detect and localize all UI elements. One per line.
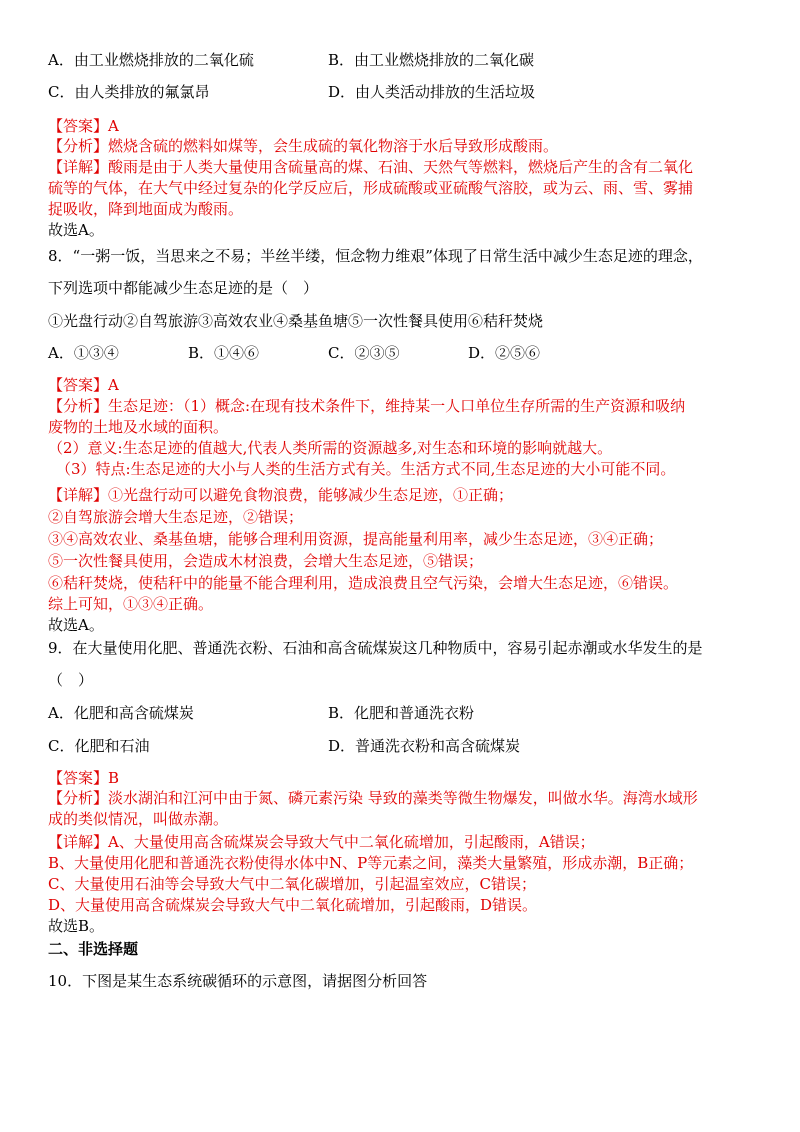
q9-option-c: C．化肥和石油 (48, 737, 150, 755)
q9-option-b: B．化肥和普通洗衣粉 (328, 704, 475, 722)
q7-option-b: B．由工业燃烧排放的二氧化碳 (328, 51, 535, 69)
q7-detail-line: 【详解】酸雨是由于人类大量使用含硫量高的煤、石油、天然气等燃料，燃烧后产生的含有二氧化 (48, 158, 694, 176)
q7-answer: 【答案】A (48, 117, 119, 135)
q7-analysis: 【分析】燃烧含硫的燃料如煤等，会生成硫的氧化物溶于水后导致形成酸雨。 (48, 137, 559, 155)
q8-option-b: B．①④⑥ (188, 344, 260, 362)
q8-stem-line: 8．“一粥一饭，当思来之不易；半丝半缕，恒念物力维艰”体现了日常生活中减少生态足迹的理念， (48, 247, 703, 265)
q9-detail-line: C、大量使用石油等会导致大气中二氧化碳增加，引起温室效应，C错误； (48, 875, 536, 893)
q8-items: ①光盘行动②自驾旅游③高效农业④桑基鱼塘⑤一次性餐具使用⑥秸秆焚烧 (48, 312, 544, 330)
q9-stem-line: 9．在大量使用化肥、普通洗衣粉、石油和高含硫煤炭这几种物质中，容易引起赤潮或水华发生的是 (48, 639, 703, 657)
q9-stem-line: （ ） (48, 671, 94, 689)
q8-detail-line: ③④高效农业、桑基鱼塘，能够合理利用资源，提高能量利用率，减少生态足迹，③④正确； (48, 530, 664, 548)
q8-option-a: A．①③④ (48, 344, 119, 362)
q8-detail-line: 【详解】①光盘行动可以避免食物浪费，能够减少生态足迹，①正确； (48, 486, 514, 504)
q7-conclusion: 故选A。 (48, 221, 104, 239)
q9-option-a: A．化肥和高含硫煤炭 (48, 704, 194, 722)
q9-detail-line: 【详解】A、大量使用高含硫煤炭会导致大气中二氧化硫增加，引起酸雨，A错误； (48, 833, 595, 851)
q7-option-d: D．由人类活动排放的生活垃圾 (328, 83, 536, 101)
q8-analysis-line: 废物的土地及水域的面积。 (48, 418, 229, 436)
q9-answer: 【答案】B (48, 769, 120, 787)
q7-option-c: C．由人类排放的氟氯昂 (48, 83, 210, 101)
q8-detail-line: 综上可知，①③④正确。 (48, 595, 214, 613)
q9-analysis-line: 【分析】淡水湖泊和江河中由于氮、磷元素污染 导致的藻类等微生物爆发，叫做水华。海湾水域形 (48, 789, 698, 807)
q8-option-d: D．②⑤⑥ (468, 344, 541, 362)
q8-detail-line: ⑤一次性餐具使用，会造成木材浪费，会增大生态足迹，⑤错误； (48, 552, 484, 570)
q9-conclusion: 故选B。 (48, 917, 105, 935)
section-heading: 二、非选择题 (48, 940, 139, 958)
q8-answer: 【答案】A (48, 376, 119, 394)
q10-stem: 10．下图是某生态系统碳循环的示意图，请据图分析回答 (48, 972, 428, 990)
q9-detail-line: D、大量使用高含硫煤炭会导致大气中二氧化硫增加，引起酸雨，D错误。 (48, 896, 538, 914)
q8-detail-line: ⑥秸秆焚烧，使秸秆中的能量不能合理利用，造成浪费且空气污染，会增大生态足迹，⑥错误。 (48, 574, 679, 592)
q8-analysis-line: 【分析】生态足迹：（1）概念:在现有技术条件下，维持某一人口单位生存所需的生产资源和吸纳 (48, 397, 686, 415)
q8-analysis-line: （3）特点:生态足迹的大小与人类的生活方式有关。生活方式不同,生态足迹的大小可能不同。 (56, 460, 676, 478)
q8-stem-line: 下列选项中都能减少生态足迹的是（ ） (48, 279, 319, 297)
q9-option-d: D．普通洗衣粉和高含硫煤炭 (328, 737, 521, 755)
q8-conclusion: 故选A。 (48, 616, 104, 634)
q9-analysis-line: 成的类似情况，叫做赤潮。 (48, 810, 229, 828)
q8-analysis-line: （2）意义:生态足迹的值越大,代表人类所需的资源越多,对生态和环境的影响就越大。 (48, 439, 613, 457)
q8-option-c: C．②③⑤ (328, 344, 400, 362)
q7-detail-line: 捉吸收，降到地面成为酸雨。 (48, 200, 244, 218)
q8-detail-line: ②自驾旅游会增大生态足迹，②错误； (48, 508, 304, 526)
q7-detail-line: 硫等的气体，在大气中经过复杂的化学反应后，形成硫酸或亚硫酸气溶胶，或为云、雨、雪、雾捕 (48, 179, 694, 197)
q9-detail-line: B、大量使用化肥和普通洗衣粉使得水体中N、P等元素之间，藻类大量繁殖，形成赤潮，B正确； (48, 854, 694, 872)
q7-option-a: A．由工业燃烧排放的二氧化硫 (48, 51, 254, 69)
